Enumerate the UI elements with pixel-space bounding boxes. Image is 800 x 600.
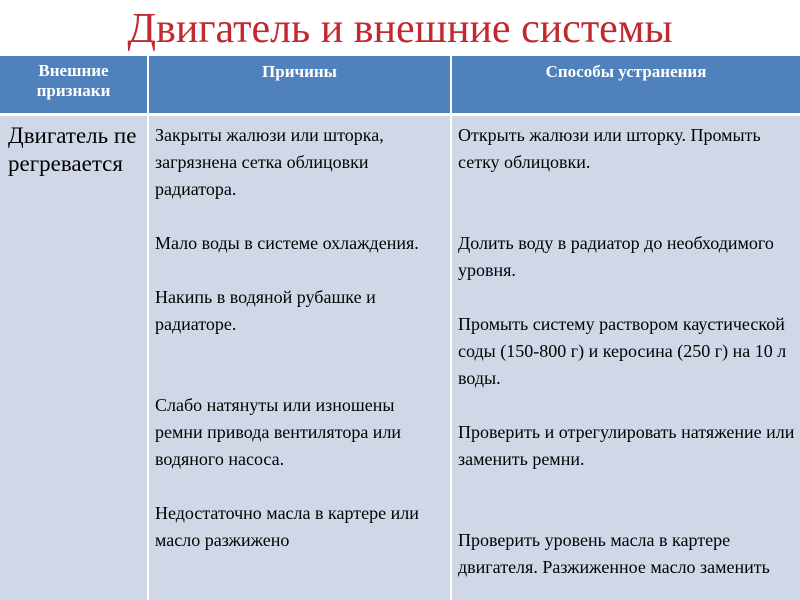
slide-title: Двигатель и внешние системы xyxy=(127,6,673,52)
symptom-cell xyxy=(0,116,147,600)
header-external-signs-line1: Внешние xyxy=(38,61,109,80)
remedy-item: Проверить и отрегулировать натяжение или заменить ремни. xyxy=(458,422,795,469)
header-external-signs-line2: признаки xyxy=(36,81,111,100)
remedy-item: Долить воду в радиатор до необходимого уровня. xyxy=(458,233,774,280)
header-remedies: Способы устранения xyxy=(452,56,800,113)
cause-item: Закрыты жалюзи или шторка, загрязнена сетка облицовки радиатора. xyxy=(155,125,384,199)
causes-cell xyxy=(149,116,450,600)
cause-item: Слабо натянуты или изношены ремни привода вентилятора или водяного насоса. xyxy=(155,395,402,469)
symptom-text: Двигатель перегревается xyxy=(8,123,137,176)
table-header-row xyxy=(0,55,800,114)
remedies-cell xyxy=(452,116,800,600)
remedy-item: Промыть систему раствором каустической соды (150-800 г) и керосина (250 г) на 10 л воды. xyxy=(458,314,787,388)
remedy-item: Проверить уровень масла в картере двигателя. Разжиженное масло заменить xyxy=(458,530,770,577)
header-causes: Причины xyxy=(149,56,450,113)
cause-item: Недостаточно масла в картере или масло разжижено xyxy=(155,503,419,550)
header-external-signs xyxy=(0,56,147,113)
diagnostics-table xyxy=(0,55,800,600)
remedy-item: Открыть жалюзи или шторку. Промыть сетку облицовки. xyxy=(458,125,761,172)
table-row xyxy=(0,116,800,600)
cause-item: Мало воды в системе охлаждения. xyxy=(155,233,419,253)
cause-item: Накипь в водяной рубашке и радиаторе. xyxy=(155,287,376,334)
